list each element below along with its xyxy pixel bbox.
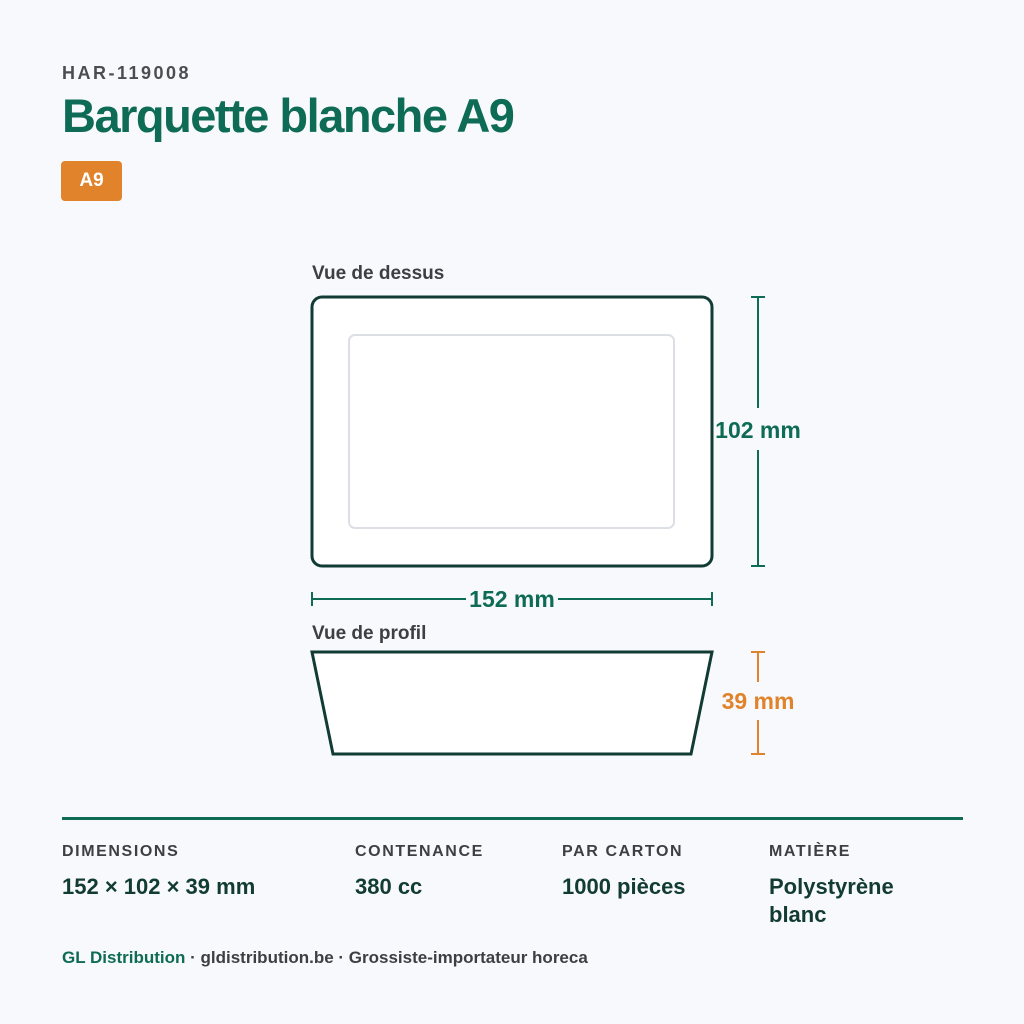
footer-tagline: Grossiste-importateur horeca — [348, 948, 588, 967]
tray-top-inner-base — [349, 335, 674, 528]
spec-value: 152 × 102 × 39 mm — [62, 874, 256, 899]
footer — [62, 948, 588, 968]
top-view-label: Vue de dessus — [312, 263, 445, 284]
profile-view-label: Vue de profil — [312, 623, 427, 644]
height-label: 39 mm — [721, 688, 795, 714]
spec-label: DIMENSIONS — [62, 843, 180, 860]
spec-dimensions — [62, 843, 332, 901]
width-label: 152 mm — [469, 586, 555, 612]
size-badge: A9 — [61, 161, 122, 201]
spec-label: MATIÈRE — [769, 843, 852, 860]
product-title: Barquette blanche A9 — [62, 89, 514, 142]
spec-capacity — [355, 843, 545, 901]
product-sku: HAR-119008 — [62, 63, 192, 83]
depth-label: 102 mm — [715, 417, 801, 443]
footer-brand: GL Distribution — [62, 948, 186, 967]
spec-value: 1000 pièces — [562, 874, 686, 899]
spec-per-carton — [562, 843, 752, 901]
footer-separator: · — [185, 948, 201, 967]
spec-value: Polystyrène blanc — [769, 874, 894, 927]
footer-website: gldistribution.be — [200, 948, 334, 967]
spec-label: CONTENANCE — [355, 843, 484, 860]
footer-separator: · — [333, 948, 349, 967]
tray-profile-outline — [312, 652, 712, 754]
specs-divider — [62, 817, 963, 820]
spec-value: 380 cc — [355, 874, 423, 899]
spec-label: PAR CARTON — [562, 843, 684, 860]
spec-material — [769, 843, 929, 929]
